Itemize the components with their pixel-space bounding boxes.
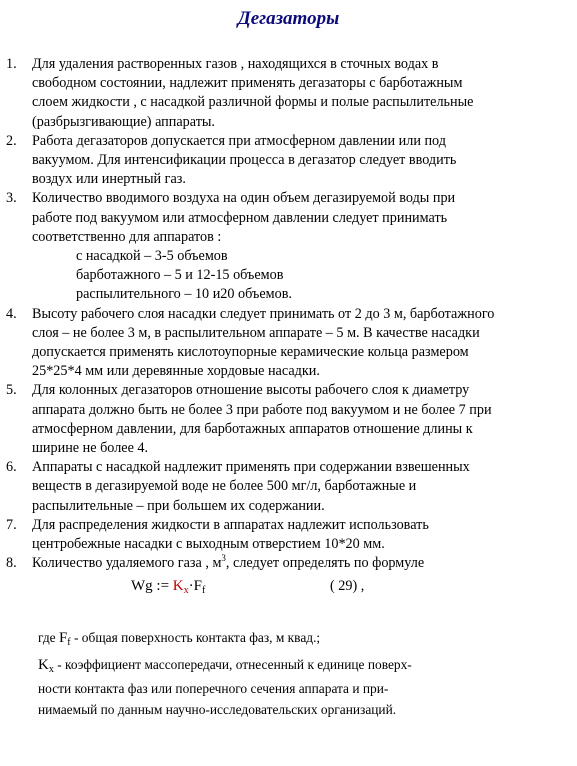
item-line: допускается применять кислотоупорные керамические кольца размером [32,344,469,361]
item-line: Для распределения жидкости в аппаратах надлежит использовать [32,516,429,533]
numbered-list [6,55,561,573]
list-item [6,458,561,516]
note-symbol-sub: f [67,637,71,648]
note-line: ности контакта фаз или поперечного сечения аппарата и при- [38,681,389,696]
item-line: (разбрызгивающие) аппараты. [32,113,215,130]
formula-lhs: Wg := [131,578,170,594]
sub-line: с насадкой – 3-5 объемов [76,248,228,265]
note-text: - коэффициент массопередачи, отнесенный к единице поверх- [57,657,412,672]
formula [131,578,205,596]
item-line: 25*25*4 мм или деревянные хордовые насадки. [32,363,320,380]
formula-k-sub: x [183,585,189,596]
formula-dot: · [188,578,194,594]
superscript: 3 [221,553,226,564]
list-item [6,132,561,190]
item-line: работе под вакуумом или атмосферном давлении следует принимать [32,209,448,226]
item-line: Для колонных дегазаторов отношение высоты рабочего слоя к диаметру [32,382,470,399]
item-line: распылительные – при большем их содержании. [32,497,325,514]
item-line: аппарата должно быть не более 3 при работе под вакуумом и не более 7 при [32,401,492,418]
item-number: 3. [6,190,17,207]
list-item [6,305,561,382]
page-title: Дегазаторы [237,8,340,29]
item-number: 5. [6,382,17,399]
item-line: воздух или инертный газ. [32,171,186,188]
item-text: Количество удаляемого газа , м [32,555,222,572]
formula-k: K [172,578,184,594]
item-line: ширине не более 4. [32,440,149,457]
item-line: Работа дегазаторов допускается при атмосферном давлении или под [32,132,446,149]
item-line: свободном состоянии, надлежит применять дегазаторы с барботажным [32,75,463,92]
sub-line: барботажного – 5 и 12-15 объемов [76,267,284,284]
item-line: Аппараты с насадкой надлежит применять при содержании взвешенных [32,459,470,476]
item-number: 7. [6,516,17,533]
note-prefix: где [38,630,56,645]
item-number: 6. [6,459,17,476]
list-item [6,381,561,458]
item-line: Высоту рабочего слоя насадки следует принимать от 2 до 3 м, барботажного [32,305,495,322]
note-symbol: F [58,630,68,646]
list-item [6,554,561,573]
item-line: слоем жидкости , с насадкой различной формы и полые распылительные [32,94,474,111]
item-line: центробежные насадки с выходным отверстием 10*20 мм. [32,536,385,553]
item-number: 1. [6,56,17,72]
note-text: - общая поверхность контакта фаз, м квад.; [74,630,321,645]
item-number: 4. [6,305,17,322]
item-number: 2. [6,132,17,149]
item-line: Количество вводимого воздуха на один объем дегазируемой воды при [32,190,456,207]
formula-f: F [193,578,202,594]
item-text: , следует определять по формуле [225,555,425,572]
list-item [6,516,561,554]
item-line: веществ в дегазируемой воде не более 500 мг/л, барботажные и [32,478,417,495]
equation-number: ( 29) , [330,578,365,594]
item-line: атмосферном давлении, для барботажных аппаратов отношение длины к [32,420,473,437]
item-line: вакуумом. Для интенсификации процесса в дегазатор следует вводить [32,152,457,169]
item-line: слоя – не более 3 м, в распылительном аппарате – 5 м. В качестве насадки [32,324,480,341]
item-number: 8. [6,555,17,572]
note-line [38,628,320,653]
note-line [38,655,412,680]
note-symbol: K [38,657,49,673]
formula-f-sub: f [201,585,206,596]
note-symbol-sub: x [48,664,54,675]
item-line: Для удаления растворенных газов , находящихся в сточных водах в [32,56,439,72]
list-item [6,189,561,304]
item-line: соответственно для аппаратов : [32,228,222,245]
note-line: нимаемый по данным научно-исследовательских организаций. [38,702,397,717]
list-item [6,55,561,132]
sub-line: распылительного – 10 и20 объемов. [76,286,292,303]
